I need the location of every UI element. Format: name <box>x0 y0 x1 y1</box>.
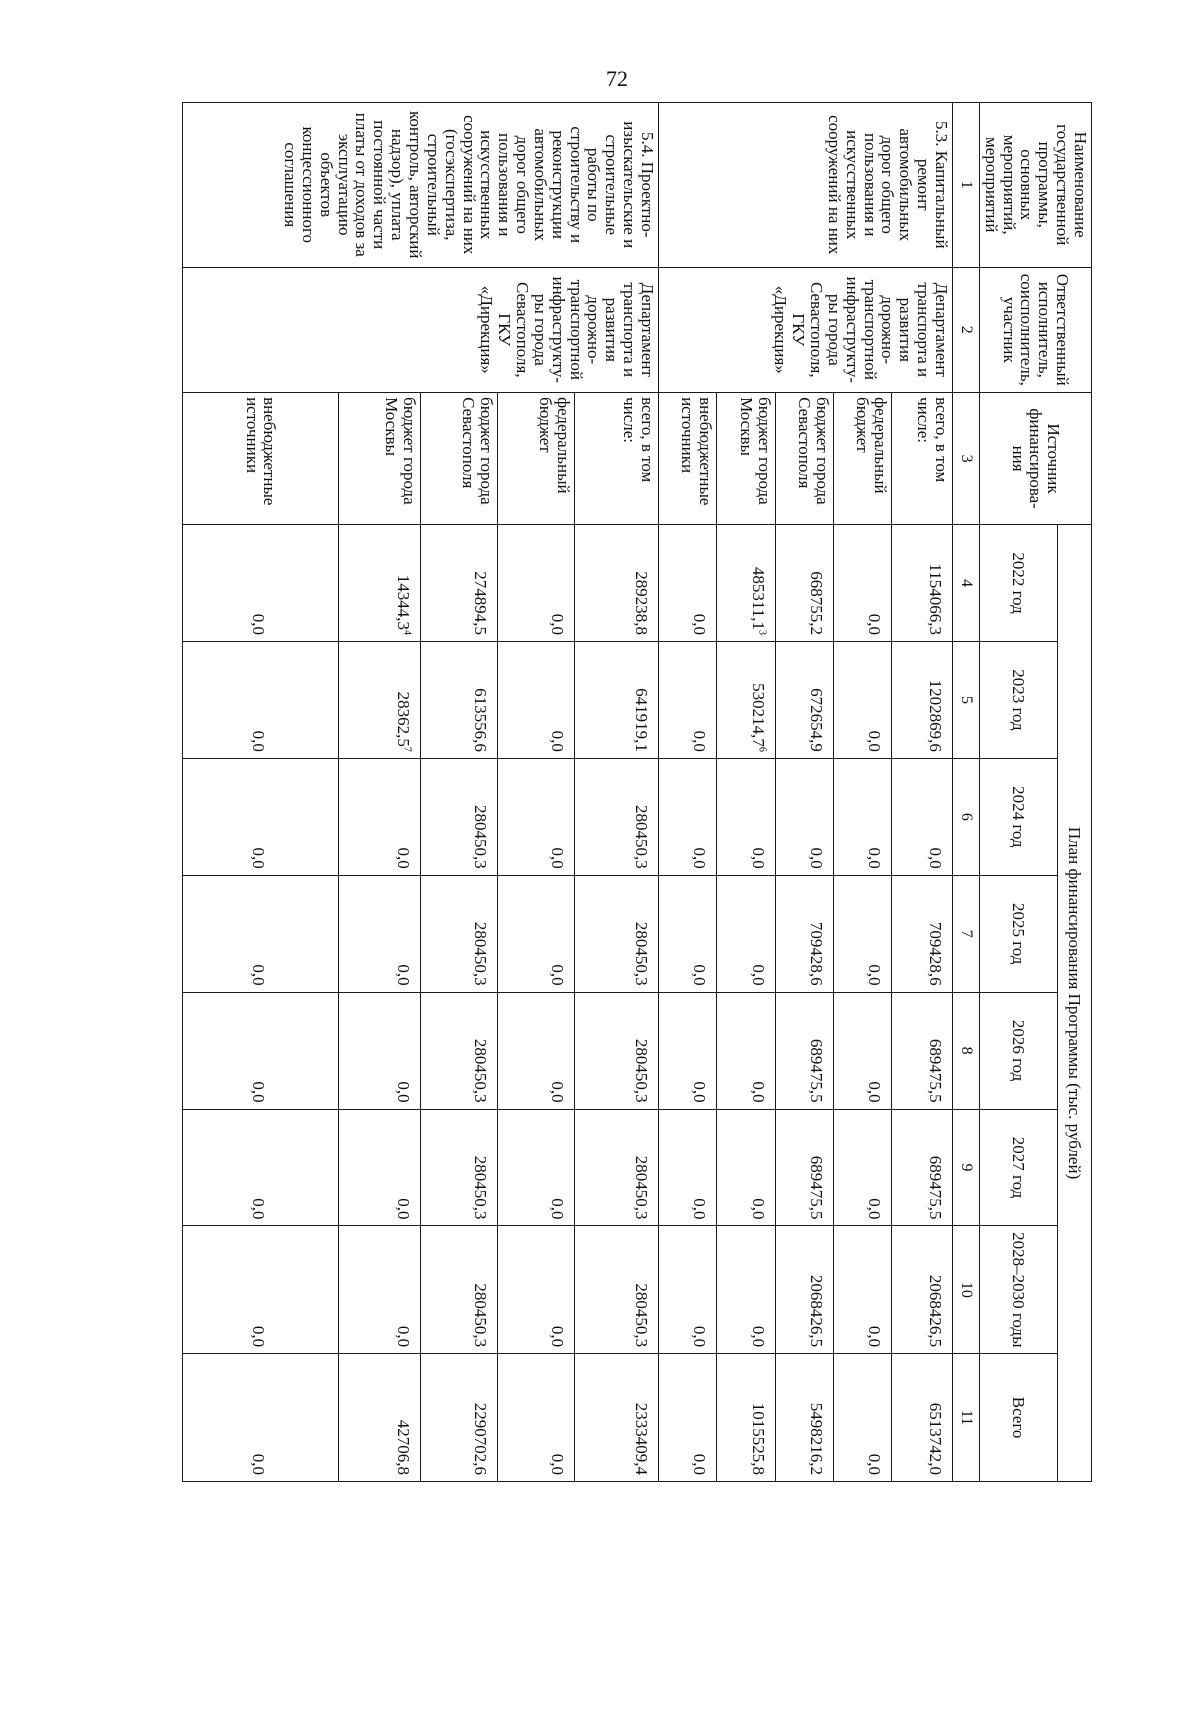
page-number: 72 <box>606 66 628 91</box>
header-year-2028-2030: 2028–2030 годы <box>979 1226 1057 1354</box>
value-cell: 280450,3 <box>574 1226 658 1354</box>
footnote-mark: 6 <box>756 746 768 752</box>
value-cell: 280450,3 <box>420 1226 497 1354</box>
value-cell: 0,0 <box>658 525 716 642</box>
total-cell: 5498216,2 <box>775 1354 833 1482</box>
value-cell: 0,0 <box>717 992 775 1109</box>
value-cell: 280450,3 <box>574 992 658 1109</box>
value-cell: 0,0 <box>497 758 574 875</box>
table-row <box>892 103 953 1482</box>
value-cell: 280450,3 <box>420 1109 497 1226</box>
source-cell: бюджет города Москвы <box>717 393 775 525</box>
value-cell: 689475,5 <box>892 1109 953 1226</box>
header-year-2023: 2023 год <box>979 642 1057 759</box>
value-cell: 0,0 <box>833 758 891 875</box>
value-cell: 689475,5 <box>775 992 833 1109</box>
value-cell: 0,0 <box>339 875 421 992</box>
value-cell: 689475,5 <box>775 1109 833 1226</box>
index-cell: 5 <box>952 642 979 759</box>
value-cell: 14344,3$^4$ <box>339 525 421 642</box>
source-cell: федеральный бюджет <box>497 393 574 525</box>
financing-table <box>182 102 1092 1482</box>
index-cell: 8 <box>952 992 979 1109</box>
index-cell: 6 <box>952 758 979 875</box>
header-year-2025: 2025 год <box>979 875 1057 992</box>
value-cell: 0,0 <box>833 1226 891 1354</box>
value-cell: 0,0 <box>833 1109 891 1226</box>
header-year-2022: 2022 год <box>979 525 1057 642</box>
value-cell: 0,0 <box>833 642 891 759</box>
value-cell: 280450,3 <box>574 758 658 875</box>
header-year-2027: 2027 год <box>979 1109 1057 1226</box>
value-cell: 0,0 <box>775 758 833 875</box>
value-cell: 0,0 <box>658 1226 716 1354</box>
footnote-mark: 7 <box>401 746 413 752</box>
financing-table-rotated <box>202 102 1092 1482</box>
index-cell: 1 <box>952 103 979 268</box>
value-cell: 0,0 <box>182 1109 338 1226</box>
executor-cell: Департамент транспорта и развития дорожно-транспортной инфраструкту-ры города Севастополя, ГКУ «Дирекция» <box>182 267 658 393</box>
header-plan: План финансирования Программы (тыс. рублей) <box>1057 525 1091 1482</box>
total-cell: 1015525,8 <box>717 1354 775 1482</box>
index-cell: 3 <box>952 393 979 525</box>
value-cell: 0,0 <box>658 875 716 992</box>
index-cell: 9 <box>952 1109 979 1226</box>
value-cell: 0,0 <box>717 758 775 875</box>
footnote-mark: 3 <box>756 630 768 635</box>
value-cell: 0,0 <box>658 758 716 875</box>
source-cell: внебюджетные источники <box>658 393 716 525</box>
value-cell: 0,0 <box>717 1109 775 1226</box>
total-cell: 0,0 <box>658 1354 716 1482</box>
header-source: Источник финансирова-ния <box>979 393 1091 525</box>
source-cell: внебюджетные источники <box>182 393 338 525</box>
program-name-cell: 5.3. Капитальный ремонт автомобильных дорог общего пользования и искусственных сооружений на них <box>658 103 952 268</box>
source-cell: бюджет города Севастополя <box>420 393 497 525</box>
value-cell: 709428,6 <box>775 875 833 992</box>
value-cell: 0,0 <box>497 525 574 642</box>
total-cell: 6513742,0 <box>892 1354 953 1482</box>
total-cell: 0,0 <box>182 1354 338 1482</box>
total-cell: 2290702,6 <box>420 1354 497 1482</box>
header-year-2024: 2024 год <box>979 758 1057 875</box>
index-cell: 2 <box>952 267 979 393</box>
value-cell: 1154066,3 <box>892 525 953 642</box>
value-cell: 0,0 <box>339 758 421 875</box>
value-cell: 0,0 <box>339 1109 421 1226</box>
value-cell: 0,0 <box>339 1226 421 1354</box>
header-name: Наименование государственной программы, основных мероприятий, мероприятий <box>979 103 1091 268</box>
value-cell: 0,0 <box>182 1226 338 1354</box>
executor-cell: Департамент транспорта и развития дорожно-транспортной инфраструкту-ры города Севастополя, ГКУ «Дирекция» <box>658 267 952 393</box>
source-cell: федеральный бюджет <box>833 393 891 525</box>
value-cell: 280450,3 <box>420 875 497 992</box>
total-cell: 0,0 <box>497 1354 574 1482</box>
value-cell: 709428,6 <box>892 875 953 992</box>
value-cell: 530214,7$^6$ <box>717 642 775 759</box>
value-cell: 0,0 <box>658 1109 716 1226</box>
value-cell: 2068426,5 <box>775 1226 833 1354</box>
value-cell: 0,0 <box>833 992 891 1109</box>
index-cell: 7 <box>952 875 979 992</box>
value-cell: 0,0 <box>717 875 775 992</box>
source-cell: всего, в том числе: <box>892 393 953 525</box>
value-cell: 0,0 <box>182 992 338 1109</box>
value-cell: 0,0 <box>339 992 421 1109</box>
value-cell: 641919,1 <box>574 642 658 759</box>
header-year-2026: 2026 год <box>979 992 1057 1109</box>
value-cell: 0,0 <box>497 992 574 1109</box>
value-cell: 0,0 <box>892 758 953 875</box>
index-cell: 10 <box>952 1226 979 1354</box>
value-cell: 0,0 <box>833 875 891 992</box>
source-cell: бюджет города Севастополя <box>775 393 833 525</box>
footnote-mark: 4 <box>401 630 413 635</box>
value-cell: 0,0 <box>497 875 574 992</box>
total-cell: 0,0 <box>833 1354 891 1482</box>
value-cell: 0,0 <box>497 642 574 759</box>
index-cell: 4 <box>952 525 979 642</box>
value-cell: 485311,1$^3$ <box>717 525 775 642</box>
total-cell: 2333409,4 <box>574 1354 658 1482</box>
value-cell: 1202869,6 <box>892 642 953 759</box>
total-cell: 42706,8 <box>339 1354 421 1482</box>
header-total: Всего <box>979 1354 1057 1482</box>
value-cell: 689475,5 <box>892 992 953 1109</box>
table-row <box>574 103 658 1482</box>
value-cell: 28362,5$^7$ <box>339 642 421 759</box>
value-cell: 672654,9 <box>775 642 833 759</box>
value-cell: 0,0 <box>497 1226 574 1354</box>
source-cell: бюджет города Москвы <box>339 393 421 525</box>
value-cell: 0,0 <box>182 758 338 875</box>
index-cell: 11 <box>952 1354 979 1482</box>
value-cell: 0,0 <box>658 642 716 759</box>
value-cell: 0,0 <box>182 525 338 642</box>
value-cell: 613556,6 <box>420 642 497 759</box>
value-cell: 2068426,5 <box>892 1226 953 1354</box>
value-cell: 0,0 <box>497 1109 574 1226</box>
value-cell: 274894,5 <box>420 525 497 642</box>
value-cell: 280450,3 <box>574 875 658 992</box>
value-cell: 0,0 <box>833 525 891 642</box>
value-cell: 280450,3 <box>420 758 497 875</box>
value-cell: 0,0 <box>658 992 716 1109</box>
value-cell: 0,0 <box>717 1226 775 1354</box>
value-cell: 668755,2 <box>775 525 833 642</box>
value-cell: 280450,3 <box>574 1109 658 1226</box>
value-cell: 280450,3 <box>420 992 497 1109</box>
header-executor: Ответственный исполнитель, соисполнитель, участник <box>979 267 1091 393</box>
value-cell: 0,0 <box>182 642 338 759</box>
value-cell: 0,0 <box>182 875 338 992</box>
source-cell: всего, в том числе: <box>574 393 658 525</box>
program-name-cell: 5.4. Проектно-изыскательские и строительные работы по строительству и реконструкции автомобильных дорог общего пользования и искусственных сооружений на них (госэкспертиза, строительный контроль, авторский надзор), уплата постоянной части платы от доходов за эксплуатацию объектов концессионного соглашения <box>182 103 658 268</box>
value-cell: 289238,8 <box>574 525 658 642</box>
